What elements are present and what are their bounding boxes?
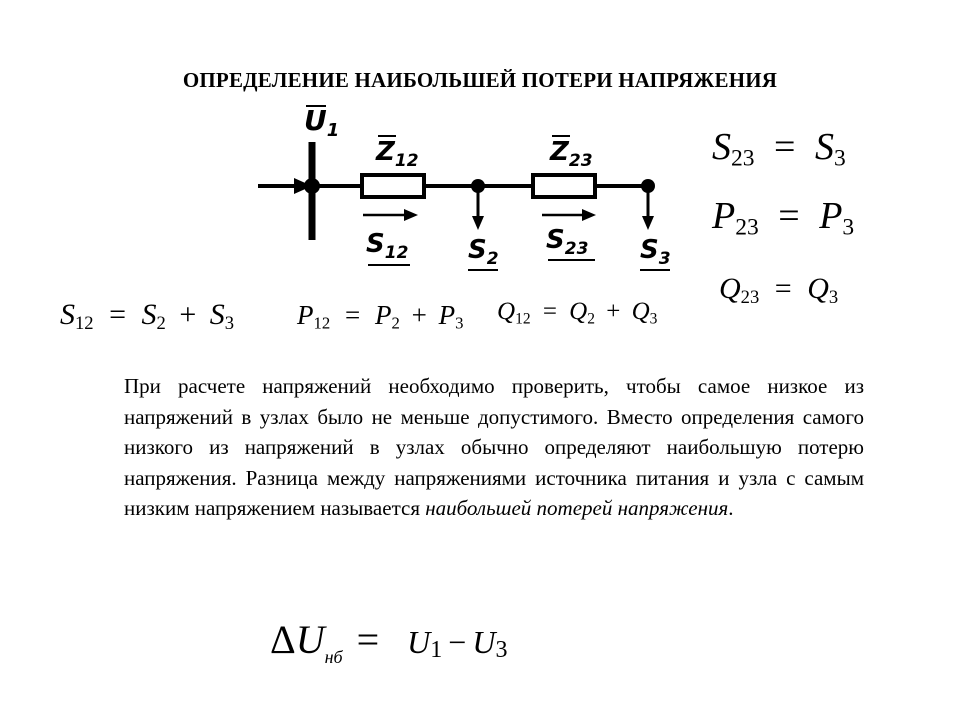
- formula-q23: $Q_{23} = Q_3$: [719, 272, 839, 309]
- label-s12: $S_{12}$: [366, 229, 409, 263]
- flow-s12-arrowhead: [404, 209, 418, 221]
- label-z23: $Z_{23}$: [550, 137, 593, 171]
- label-s23: $S_{23}$: [546, 225, 589, 259]
- formula-s23: $S_{23} = S_3$: [712, 126, 846, 172]
- formula-max-voltage-loss: $\Delta U_{нб} = U_1 - U_3$: [270, 617, 508, 667]
- formula-p23: $P_{23} = P_3$: [712, 195, 855, 241]
- load-3-arrowhead: [642, 216, 654, 230]
- label-z12: $Z_{12}$: [376, 137, 419, 171]
- formula-s12: $S_{12} = S_2 + S_3$: [60, 298, 235, 335]
- label-s3: $S_3$: [640, 235, 671, 269]
- circuit-diagram: [250, 100, 690, 280]
- impedance-z12: [362, 175, 424, 197]
- page-title: ОПРЕДЕЛЕНИЕ НАИБОЛЬШЕЙ ПОТЕРИ НАПРЯЖЕНИЯ: [182, 68, 778, 92]
- formula-p12: $P_{12} = P_2 + P_3$: [297, 300, 464, 333]
- impedance-z23: [533, 175, 595, 197]
- label-u1: $U_1$: [304, 104, 340, 141]
- load-2-arrowhead: [472, 216, 484, 230]
- formula-q12: $Q_{12} = Q_2 + Q_3$: [497, 298, 658, 328]
- flow-s23-arrowhead: [582, 209, 596, 221]
- label-s2: $S_2$: [468, 235, 499, 269]
- node-1: [304, 178, 320, 194]
- emphasis-term: наибольшей потерей напряжения: [425, 496, 729, 520]
- body-paragraph: При расчете напряжений необходимо проверить, чтобы самое низкое из напряжений в узлах было не меньше допустимого. Вместо определения самого низкого из напряжений в узлах обычно определяют наибольшую потерю напряжения. Разница между напряжениями источника питания и узла с самым низким напряжением называется наибольшей потерей напряжения.: [124, 374, 864, 520]
